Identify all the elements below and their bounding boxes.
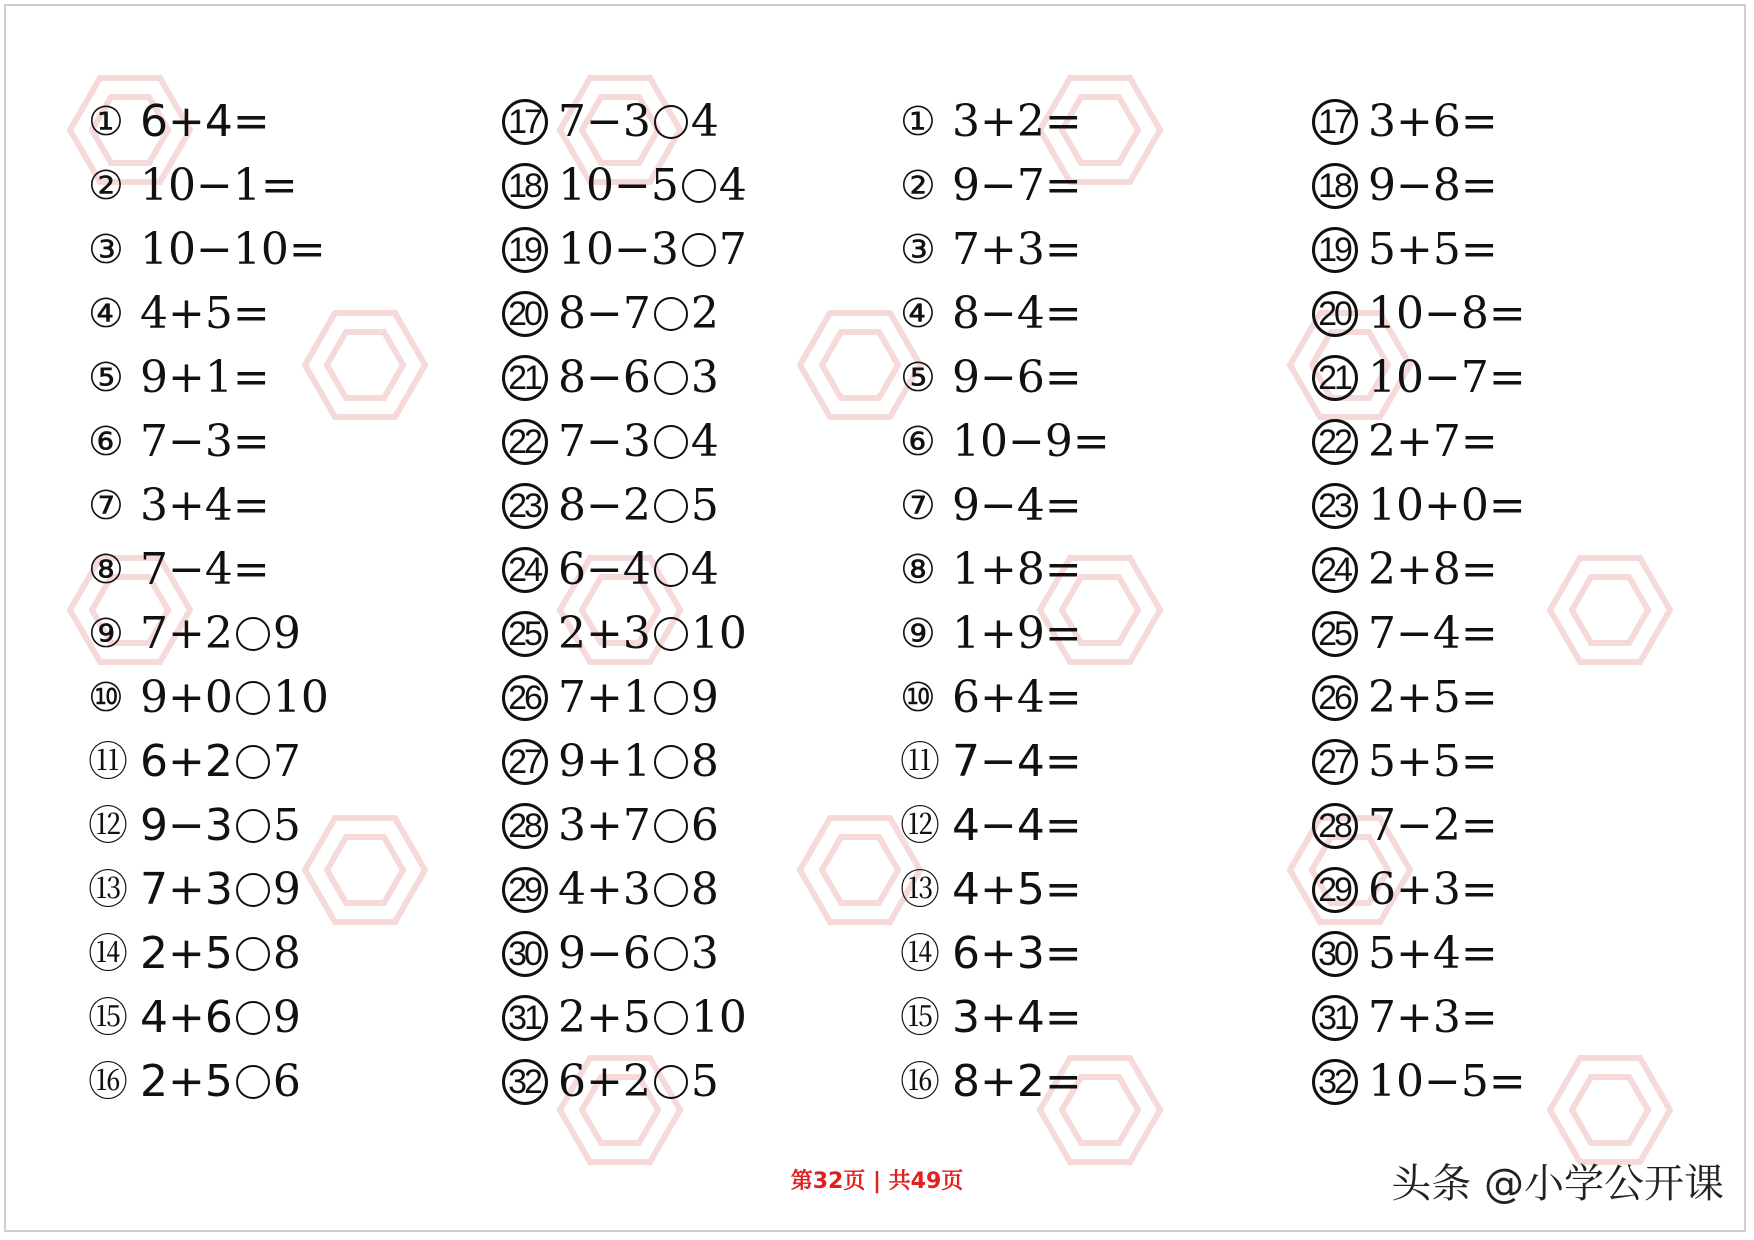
exercise-number: ③ <box>88 227 124 273</box>
exercise-compare-value: 7 <box>272 736 301 787</box>
exercise-item <box>88 346 329 410</box>
exercise-item <box>900 90 1110 154</box>
exercise-number-circled: 29 <box>502 867 548 913</box>
exercise-item <box>900 666 1110 730</box>
exercise-number-circled: 18 <box>1312 163 1358 209</box>
exercise-compare-value: 8 <box>272 928 301 979</box>
exercise-compare-value: 4 <box>690 416 719 467</box>
exercise-number-circled: 31 <box>502 995 548 1041</box>
exercise-number: ⑨ <box>88 611 124 657</box>
exercise-item <box>88 858 329 922</box>
exercise-expression: 7+3= <box>1368 992 1498 1043</box>
exercise-expression: 2+7= <box>1368 416 1498 467</box>
comparison-blank-circle[interactable] <box>654 361 688 395</box>
exercise-item <box>502 218 747 282</box>
exercise-number: ⑩ <box>900 675 936 721</box>
exercise-item <box>900 346 1110 410</box>
exercise-number: ② <box>88 163 124 209</box>
exercise-item <box>900 794 1110 858</box>
exercise-number-circled: 30 <box>502 931 548 977</box>
exercise-expression: 6+3= <box>952 928 1082 979</box>
exercise-expression: 1+8= <box>952 544 1082 595</box>
exercise-expression: 1+9= <box>952 608 1082 659</box>
exercise-expression: 8−2 <box>558 480 651 531</box>
exercise-item <box>1312 154 1526 218</box>
comparison-blank-circle[interactable] <box>236 681 270 715</box>
exercise-item <box>502 410 747 474</box>
exercise-item <box>88 730 329 794</box>
exercise-number-circled: 32 <box>1312 1059 1358 1105</box>
exercise-expression: 4−4= <box>952 800 1082 851</box>
exercise-expression: 4+5= <box>952 864 1082 915</box>
exercise-compare-value: 8 <box>690 736 719 787</box>
exercise-item <box>900 922 1110 986</box>
exercise-number: ⑤ <box>900 355 936 401</box>
exercise-expression: 7−3 <box>558 416 651 467</box>
exercise-expression: 10−7= <box>1368 352 1526 403</box>
exercise-expression: 10−1= <box>140 160 298 211</box>
exercise-compare-value: 4 <box>690 96 719 147</box>
exercise-number-circled: 19 <box>1312 227 1358 273</box>
exercise-number-circled: 23 <box>1312 483 1358 529</box>
exercise-item <box>502 154 747 218</box>
comparison-blank-circle[interactable] <box>236 873 270 907</box>
exercise-expression: 3+4= <box>952 992 1082 1043</box>
exercise-item <box>88 218 329 282</box>
exercise-expression: 9+0 <box>140 672 233 723</box>
exercise-item <box>900 986 1110 1050</box>
exercise-expression: 7+3 <box>140 864 233 915</box>
comparison-blank-circle[interactable] <box>654 489 688 523</box>
exercise-compare-value: 9 <box>272 992 301 1043</box>
exercise-number-circled: 26 <box>1312 675 1358 721</box>
exercise-number: ⑩ <box>88 675 124 721</box>
exercise-number-circled: 28 <box>1312 803 1358 849</box>
exercise-item <box>900 538 1110 602</box>
exercise-expression: 3+7 <box>558 800 651 851</box>
exercise-compare-value: 3 <box>690 352 719 403</box>
exercise-compare-value: 10 <box>690 992 747 1043</box>
exercise-item <box>88 538 329 602</box>
exercise-expression: 9−6 <box>558 928 651 979</box>
exercise-number-circled: 24 <box>502 547 548 593</box>
exercise-number-circled: 21 <box>502 355 548 401</box>
exercise-item <box>900 858 1110 922</box>
column-3 <box>900 90 1110 1114</box>
exercise-compare-value: 2 <box>690 288 719 339</box>
exercise-number: ⑦ <box>900 483 936 529</box>
exercise-item <box>502 1050 747 1114</box>
comparison-blank-circle[interactable] <box>654 809 688 843</box>
exercise-expression: 9+1= <box>140 352 270 403</box>
comparison-blank-circle[interactable] <box>654 1065 688 1099</box>
page-number-label: 第32页 | 共49页 <box>790 1169 964 1194</box>
exercise-item <box>900 410 1110 474</box>
exercise-expression: 9+1 <box>558 736 651 787</box>
exercise-number-circled: 18 <box>502 163 548 209</box>
exercise-number: ⑫ <box>88 803 128 849</box>
exercise-item <box>88 1050 329 1114</box>
exercise-number: ⑭ <box>88 931 128 977</box>
exercise-item <box>502 986 747 1050</box>
exercise-item <box>900 1050 1110 1114</box>
exercise-number-circled: 19 <box>502 227 548 273</box>
exercise-expression: 8−6 <box>558 352 651 403</box>
exercise-expression: 10−5= <box>1368 1056 1526 1107</box>
exercise-expression: 7−3 <box>558 96 651 147</box>
exercise-expression: 2+3 <box>558 608 651 659</box>
exercise-compare-value: 9 <box>272 864 301 915</box>
comparison-blank-circle[interactable] <box>654 1001 688 1035</box>
exercise-item <box>1312 410 1526 474</box>
exercise-number: ⑨ <box>900 611 936 657</box>
exercise-expression: 2+5= <box>1368 672 1498 723</box>
exercise-number: ⑫ <box>900 803 940 849</box>
exercise-item <box>88 666 329 730</box>
exercise-compare-value: 4 <box>718 160 747 211</box>
exercise-expression: 6+2 <box>558 1056 651 1107</box>
exercise-number: ⑦ <box>88 483 124 529</box>
exercise-number-circled: 22 <box>502 419 548 465</box>
exercise-item <box>502 922 747 986</box>
exercise-expression: 9−6= <box>952 352 1082 403</box>
exercise-item <box>1312 90 1526 154</box>
exercise-expression: 4+6 <box>140 992 233 1043</box>
comparison-blank-circle[interactable] <box>654 681 688 715</box>
exercise-compare-value: 10 <box>690 608 747 659</box>
exercise-item <box>1312 538 1526 602</box>
exercise-expression: 5+4= <box>1368 928 1498 979</box>
exercise-expression: 3+6= <box>1368 96 1498 147</box>
exercise-expression: 6−4 <box>558 544 651 595</box>
column-4 <box>1312 90 1526 1114</box>
exercise-expression: 5+5= <box>1368 736 1498 787</box>
exercise-item <box>502 282 747 346</box>
exercise-item <box>1312 730 1526 794</box>
exercise-expression: 7−2= <box>1368 800 1498 851</box>
exercise-expression: 7−4= <box>1368 608 1498 659</box>
exercise-expression: 10−9= <box>952 416 1110 467</box>
comparison-blank-circle[interactable] <box>236 745 270 779</box>
exercise-expression: 7+1 <box>558 672 651 723</box>
exercise-expression: 10−5 <box>558 160 679 211</box>
comparison-blank-circle[interactable] <box>236 617 270 651</box>
exercise-item <box>502 90 747 154</box>
exercise-item <box>88 154 329 218</box>
exercise-item <box>1312 602 1526 666</box>
exercise-item <box>88 410 329 474</box>
exercise-number-circled: 17 <box>502 99 548 145</box>
comparison-blank-circle[interactable] <box>654 745 688 779</box>
exercise-item <box>1312 858 1526 922</box>
comparison-blank-circle[interactable] <box>682 233 716 267</box>
exercise-expression: 7+2 <box>140 608 233 659</box>
exercise-number: ⑧ <box>88 547 124 593</box>
exercise-compare-value: 4 <box>690 544 719 595</box>
exercise-expression: 9−8= <box>1368 160 1498 211</box>
exercise-item <box>502 346 747 410</box>
exercise-item <box>1312 986 1526 1050</box>
exercise-item <box>1312 922 1526 986</box>
exercise-number-circled: 32 <box>502 1059 548 1105</box>
exercise-expression: 6+4= <box>952 672 1082 723</box>
exercise-expression: 7−4= <box>952 736 1082 787</box>
exercise-item <box>88 922 329 986</box>
exercise-item <box>88 474 329 538</box>
exercise-expression: 6+2 <box>140 736 233 787</box>
exercise-number-circled: 17 <box>1312 99 1358 145</box>
exercise-expression: 2+8= <box>1368 544 1498 595</box>
exercise-item <box>1312 1050 1526 1114</box>
exercise-item <box>502 666 747 730</box>
exercise-expression: 3+4= <box>140 480 270 531</box>
exercise-number: ② <box>900 163 936 209</box>
exercise-item <box>502 538 747 602</box>
brand-watermark-text: 头条 @小学公开课 <box>1391 1161 1724 1207</box>
exercise-expression: 6+4= <box>140 96 270 147</box>
exercise-expression: 4+3 <box>558 864 651 915</box>
exercise-item <box>1312 474 1526 538</box>
exercise-expression: 10+0= <box>1368 480 1526 531</box>
comparison-blank-circle[interactable] <box>654 105 688 139</box>
exercise-number-circled: 31 <box>1312 995 1358 1041</box>
exercise-number-circled: 26 <box>502 675 548 721</box>
comparison-blank-circle[interactable] <box>236 937 270 971</box>
exercise-expression: 4+5= <box>140 288 270 339</box>
exercise-item <box>900 218 1110 282</box>
comparison-blank-circle[interactable] <box>654 297 688 331</box>
exercise-number: ③ <box>900 227 936 273</box>
exercise-item <box>900 474 1110 538</box>
exercise-number: ⑧ <box>900 547 936 593</box>
exercise-number-circled: 29 <box>1312 867 1358 913</box>
exercise-compare-value: 5 <box>690 480 719 531</box>
exercise-number: ① <box>88 99 124 145</box>
exercise-compare-value: 5 <box>272 800 301 851</box>
exercise-number: ⑯ <box>88 1059 128 1105</box>
comparison-blank-circle[interactable] <box>654 553 688 587</box>
exercise-number: ⑯ <box>900 1059 940 1105</box>
exercise-expression: 9−3 <box>140 800 233 851</box>
column-2 <box>502 90 747 1114</box>
exercise-compare-value: 5 <box>690 1056 719 1107</box>
exercise-item <box>88 794 329 858</box>
exercise-expression: 6+3= <box>1368 864 1498 915</box>
exercise-expression: 7+3= <box>952 224 1082 275</box>
exercise-number-circled: 30 <box>1312 931 1358 977</box>
exercise-number: ① <box>900 99 936 145</box>
exercise-number: ⑮ <box>900 995 940 1041</box>
comparison-blank-circle[interactable] <box>654 937 688 971</box>
exercise-item <box>900 730 1110 794</box>
exercise-number: ⑤ <box>88 355 124 401</box>
exercise-number-circled: 27 <box>1312 739 1358 785</box>
comparison-blank-circle[interactable] <box>236 1065 270 1099</box>
exercise-compare-value: 10 <box>272 672 329 723</box>
exercise-expression: 2+5 <box>140 928 233 979</box>
exercise-compare-value: 9 <box>690 672 719 723</box>
comparison-blank-circle[interactable] <box>236 1001 270 1035</box>
exercise-item <box>502 858 747 922</box>
comparison-blank-circle[interactable] <box>654 873 688 907</box>
exercise-item <box>1312 666 1526 730</box>
comparison-blank-circle[interactable] <box>654 425 688 459</box>
column-1 <box>88 90 329 1114</box>
exercise-expression: 9−7= <box>952 160 1082 211</box>
exercise-expression: 8−4= <box>952 288 1082 339</box>
exercise-number-circled: 25 <box>502 611 548 657</box>
exercise-item <box>900 154 1110 218</box>
exercise-compare-value: 6 <box>690 800 719 851</box>
exercise-expression: 2+5 <box>558 992 651 1043</box>
exercise-number-circled: 27 <box>502 739 548 785</box>
exercise-number: ④ <box>900 291 936 337</box>
exercise-item <box>900 602 1110 666</box>
exercise-item <box>88 90 329 154</box>
exercise-number: ⑥ <box>900 419 936 465</box>
exercise-expression: 10−10= <box>140 224 326 275</box>
exercise-number-circled: 25 <box>1312 611 1358 657</box>
exercise-number: ⑥ <box>88 419 124 465</box>
exercise-compare-value: 3 <box>690 928 719 979</box>
exercise-compare-value: 7 <box>718 224 747 275</box>
exercise-number-circled: 21 <box>1312 355 1358 401</box>
exercise-compare-value: 8 <box>690 864 719 915</box>
exercise-compare-value: 6 <box>272 1056 301 1107</box>
exercise-item <box>1312 794 1526 858</box>
exercise-item <box>1312 346 1526 410</box>
exercise-item <box>88 282 329 346</box>
exercise-item <box>502 474 747 538</box>
exercise-item <box>900 282 1110 346</box>
exercise-expression: 9−4= <box>952 480 1082 531</box>
exercise-number-circled: 20 <box>502 291 548 337</box>
exercise-item <box>502 794 747 858</box>
comparison-blank-circle[interactable] <box>682 169 716 203</box>
exercise-expression: 10−8= <box>1368 288 1526 339</box>
exercise-number: ⑪ <box>88 739 128 785</box>
exercise-item <box>1312 218 1526 282</box>
exercise-item <box>502 730 747 794</box>
exercise-expression: 8−7 <box>558 288 651 339</box>
exercise-number-circled: 20 <box>1312 291 1358 337</box>
exercise-number: ④ <box>88 291 124 337</box>
exercise-expression: 7−3= <box>140 416 270 467</box>
exercise-number: ⑬ <box>88 867 128 913</box>
exercise-item <box>88 986 329 1050</box>
exercise-compare-value: 9 <box>272 608 301 659</box>
exercise-item <box>502 602 747 666</box>
exercise-expression: 2+5 <box>140 1056 233 1107</box>
comparison-blank-circle[interactable] <box>654 617 688 651</box>
exercise-number: ⑭ <box>900 931 940 977</box>
comparison-blank-circle[interactable] <box>236 809 270 843</box>
exercise-expression: 8+2= <box>952 1056 1082 1107</box>
exercise-item <box>88 602 329 666</box>
exercise-expression: 3+2= <box>952 96 1082 147</box>
exercise-number: ⑮ <box>88 995 128 1041</box>
exercise-number-circled: 23 <box>502 483 548 529</box>
exercise-number: ⑪ <box>900 739 940 785</box>
exercise-number-circled: 28 <box>502 803 548 849</box>
exercise-item <box>1312 282 1526 346</box>
exercise-expression: 7−4= <box>140 544 270 595</box>
exercise-number-circled: 22 <box>1312 419 1358 465</box>
exercise-expression: 5+5= <box>1368 224 1498 275</box>
exercise-expression: 10−3 <box>558 224 679 275</box>
exercise-number-circled: 24 <box>1312 547 1358 593</box>
exercise-number: ⑬ <box>900 867 940 913</box>
